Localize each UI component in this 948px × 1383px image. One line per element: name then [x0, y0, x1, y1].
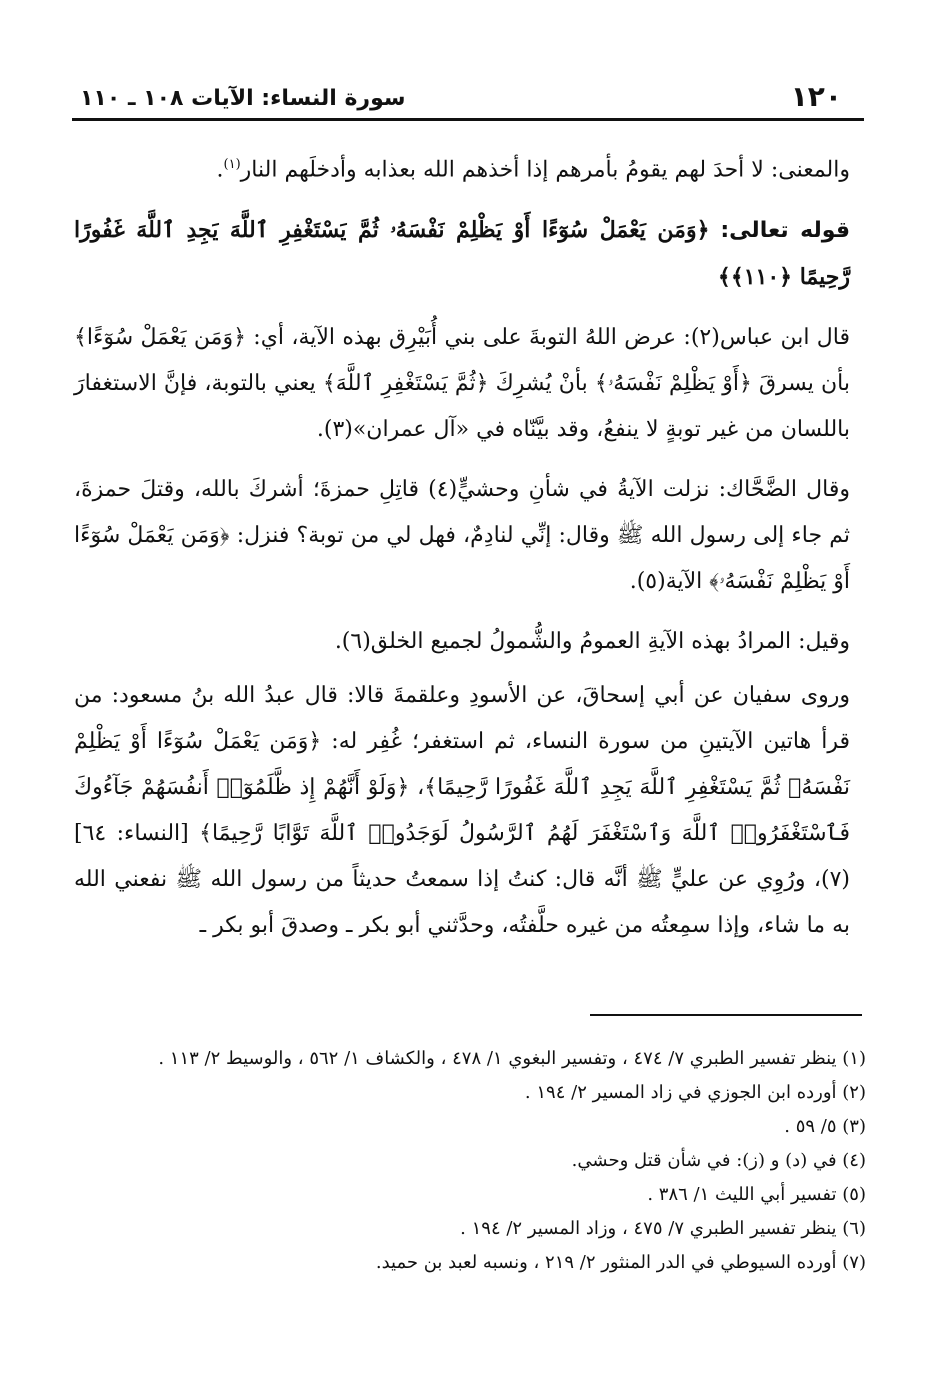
paragraph-verse-heading: [74, 207, 850, 301]
footnote: (٤) في (د) و (ز): في شأن قتل وحشي.: [571, 1150, 866, 1171]
footnote: (٥) تفسير أبي الليث ١/ ٣٨٦ .: [647, 1184, 866, 1205]
main-text: [74, 142, 850, 963]
page-header: [72, 78, 864, 121]
paragraph-qila: وقيل: المرادُ بهذه الآيةِ العمومُ والشُّمولُ لجميع الخلق(٦).: [334, 629, 850, 655]
footnote: (١) ينظر تفسير الطبري ٧/ ٤٧٤ ، وتفسير البغوي ١/ ٤٧٨ ، والكشاف ١/ ٥٦٢ ، والوسيط ٢/ ١١٣ .: [158, 1048, 866, 1069]
footnote-separator: [590, 1014, 862, 1016]
verse-text: ﴿وَمَن يَعْمَلْ سُوٓءًا أَوْ يَظْلِمْ نَفْسَهُۥ ثُمَّ يَسْتَغْفِرِ ٱللَّهَ يَجِدِ ٱللَّهَ غَفُورًا رَّحِيمًا ﴿١١٠﴾﴾: [74, 217, 850, 291]
paragraph-dahhak: وقال الضَّحَّاك: نزلت الآيةُ في شأنِ وحشيٍّ(٤) قاتِلِ حمزةَ؛ أشركَ بالله، وقتلَ حمزةَ، ثم جاء إلى رسول الله ﷺ وقال: إنِّي لنادِمٌ، فهل لي من توبة؟ فنزل: ﴿وَمَن يَعْمَلْ سُوٓءًا أَوْ يَظْلِمْ نَفْسَهُۥ﴾ الآية(٥).: [74, 477, 850, 595]
footnote-ref: (١): [223, 157, 241, 172]
footnote: (٦) ينظر تفسير الطبري ٧/ ٤٧٥ ، وزاد المسير ٢/ ١٩٤ .: [460, 1218, 866, 1239]
footnote: (٢) أورده ابن الجوزي في زاد المسير ٢/ ١٩٤ .: [524, 1082, 866, 1103]
verse-lead: قوله تعالى:: [720, 218, 850, 244]
footnote: (٣) ٥/ ٥٩ .: [784, 1116, 866, 1137]
paragraph-meaning: والمعنى: لا أحدَ لهم يقومُ بأمرهم إذا أخذهم الله بعذابه وأدخلَهم النار$^{(١)}$.: [216, 157, 850, 183]
footnote: (٧) أورده السيوطي في الدر المنثور ٢/ ٢١٩ ، ونسبه لعبد بن حميد.: [375, 1252, 866, 1273]
page-number: ١٢٠: [790, 80, 842, 113]
paragraph-sufyan: وروى سفيان عن أبي إسحاقَ، عن الأسودِ وعلقمةَ قالا: قال عبدُ الله بنُ مسعود: من قرأ هاتين الآيتينِ من سورة النساء، ثم استغفر؛ غُفِر له: ﴿وَمَن يَعْمَلْ سُوٓءًا أَوْ يَظْلِمْ نَفْسَهُۥ ثُمَّ يَسْتَغْفِرِ ٱللَّهَ يَجِدِ ٱللَّهَ غَفُورًا رَّحِيمًا﴾، ﴿وَلَوْ أَنَّهُمْ إِذ ظَّلَمُوٓا۟ أَنفُسَهُمْ جَآءُوكَ فَٱسْتَغْفَرُوا۟ ٱللَّهَ وَٱسْتَغْفَرَ لَهُمُ ٱلرَّسُولُ لَوَجَدُوا۟ ٱللَّهَ تَوَّابًا رَّحِيمًا﴾ [النساء: ٦٤](٧)، ورُوِي عن عليٍّ ﷺ أنَّه قال: كنتُ إذا سمعتُ حديثاً من رسول الله ﷺ نفعني الله به ما شاء، وإذا سمِعتُه من غيره حلَّفتُه، وحدَّثني أبو بكر ـ وصدقَ أبو بكر ـ: [74, 683, 850, 939]
paragraph-ibn-abbas: قال ابن عباس(٢): عرض اللهُ التوبةَ على بني أُبَيْرِق بهذه الآية، أي: ﴿وَمَن يَعْمَلْ سُوٓءًا﴾ بأن يسرقَ ﴿أَوْ يَظْلِمْ نَفْسَهُۥ﴾ بأنْ يُشرِكَ ﴿ثُمَّ يَسْتَغْفِرِ ٱللَّهَ﴾ يعني بالتوبة، فإنَّ الاستغفارَ باللسان من غير توبةٍ لا ينفعُ، وقد بيَّنّاه في «آل عمران»(٣).: [74, 325, 850, 443]
footnotes: [86, 1042, 866, 1280]
running-head: سورة النساء: الآيات ١٠٨ ـ ١١٠: [80, 86, 406, 111]
